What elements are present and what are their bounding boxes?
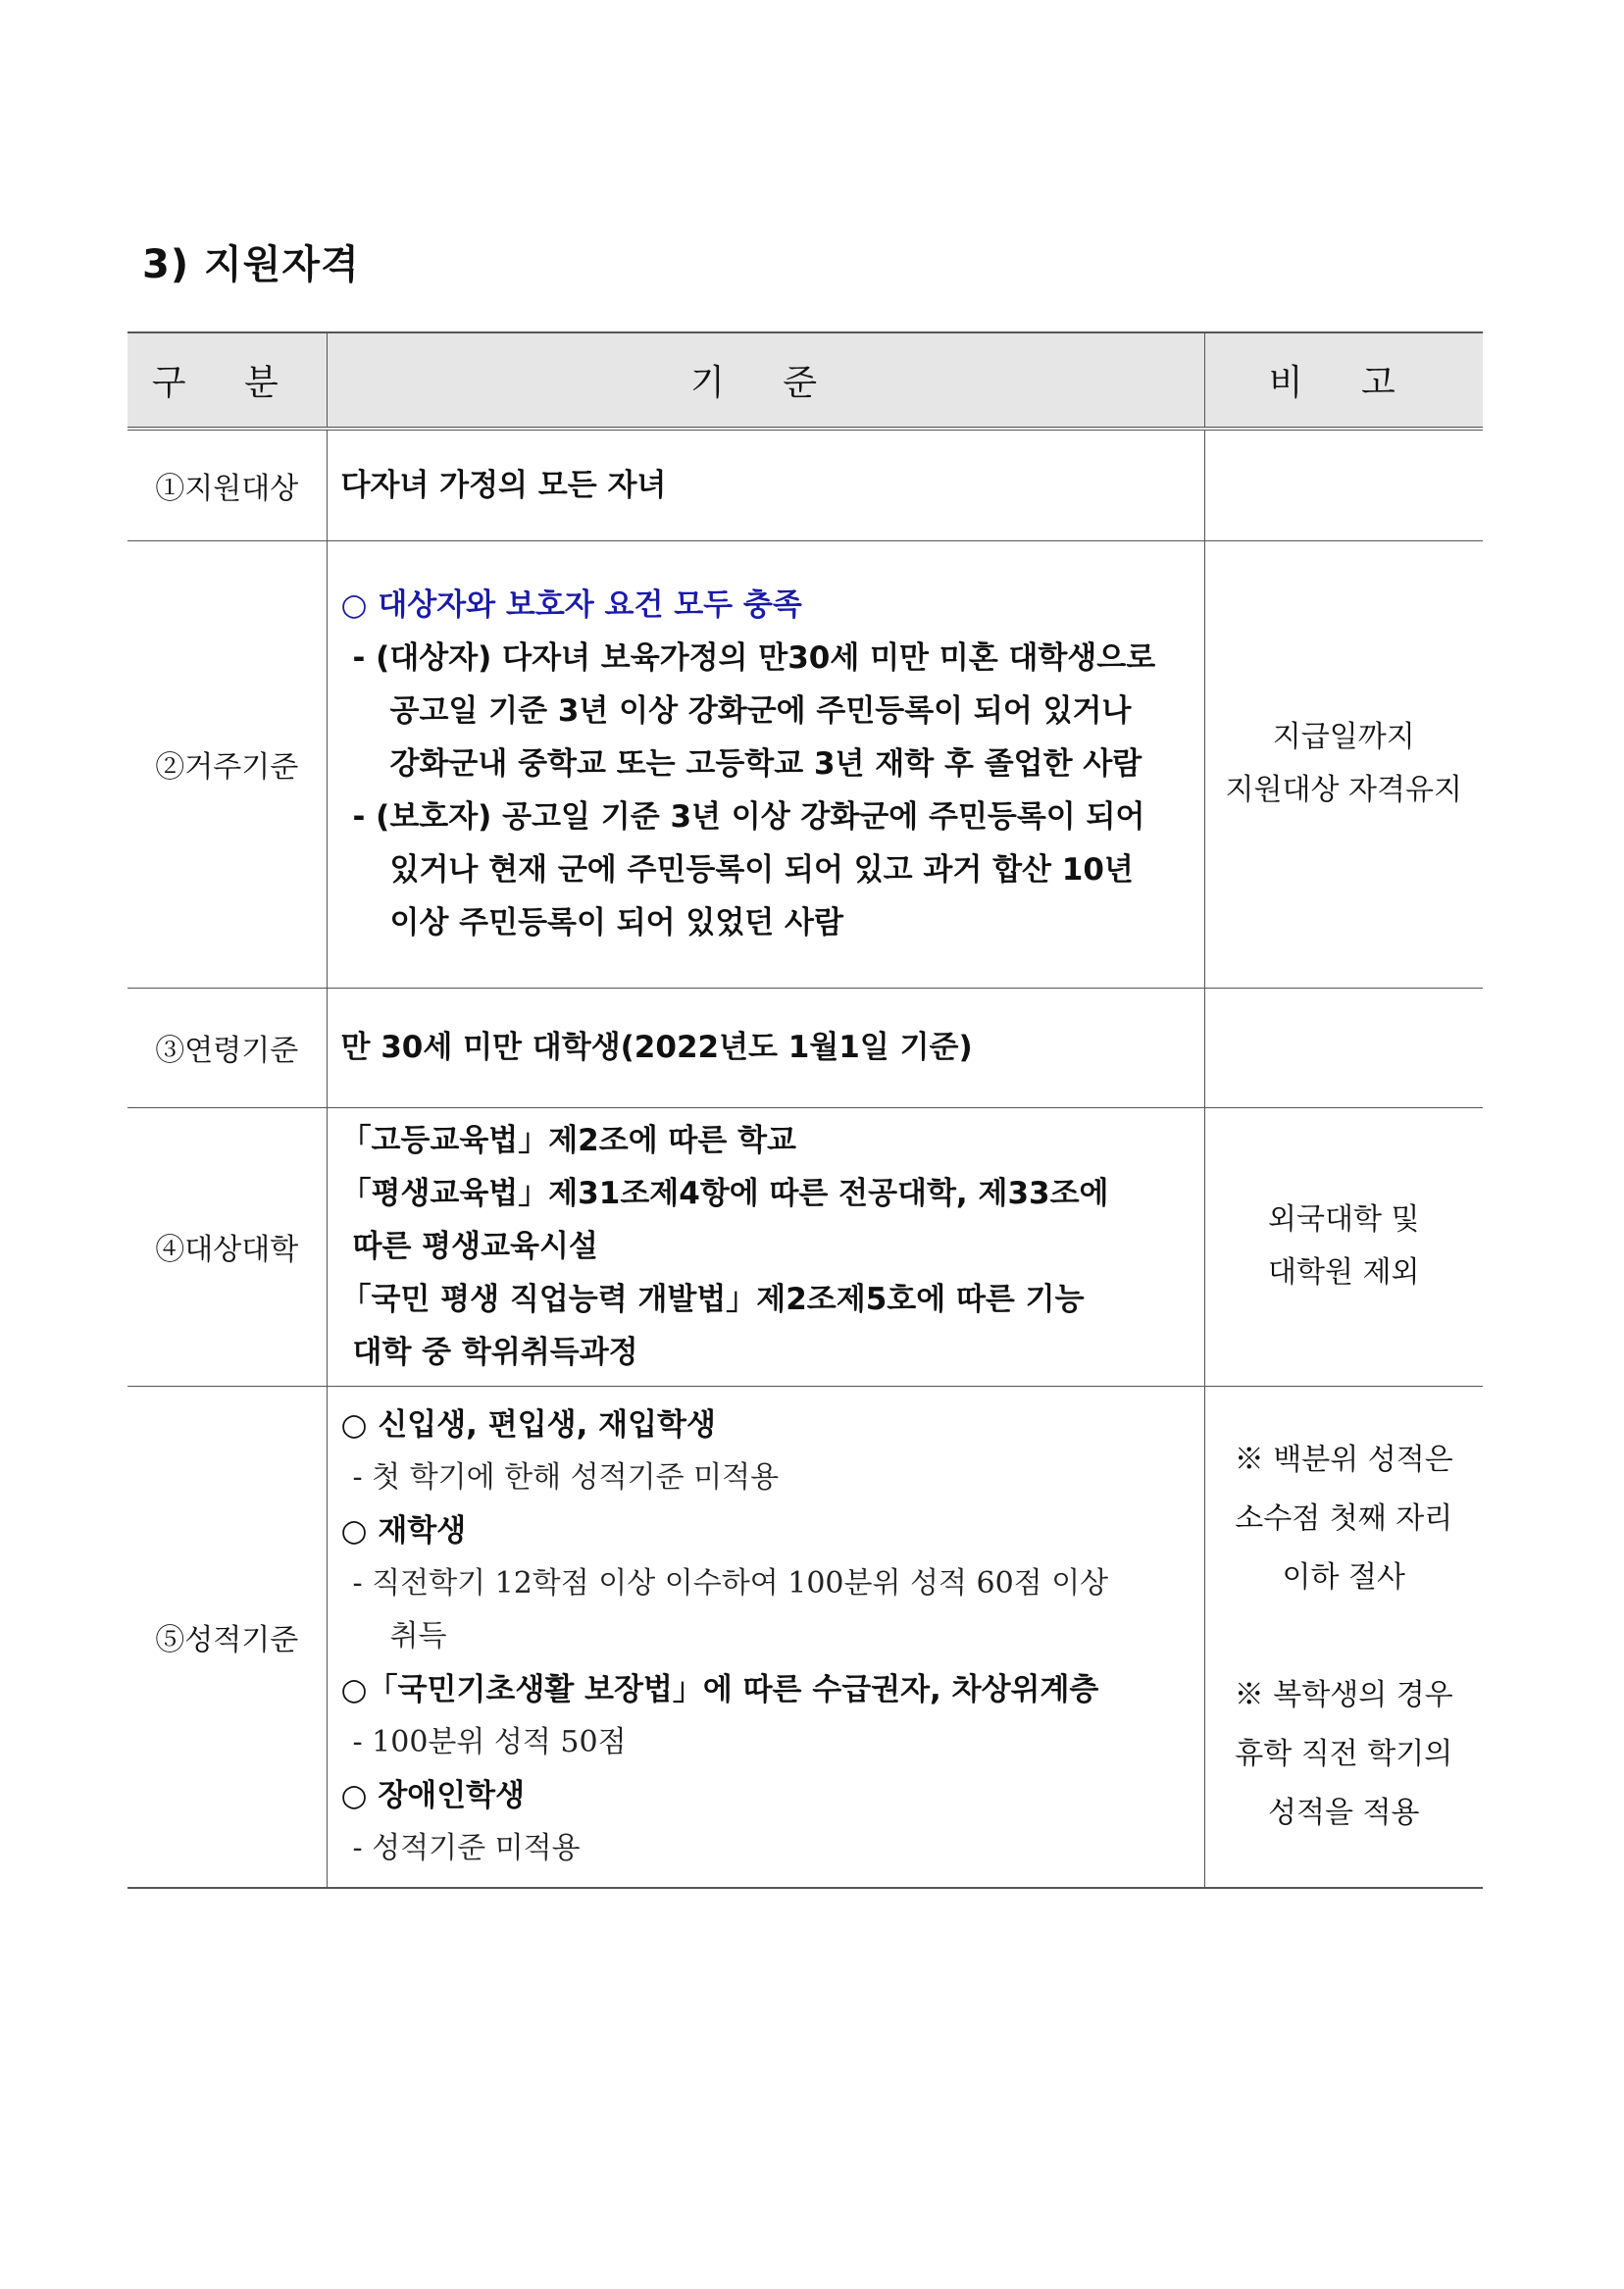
table-header-row — [127, 332, 1483, 429]
criteria-line: 대학 중 학위취득과정 — [352, 1335, 638, 1370]
criteria-heading: ○「국민기초생활 보장법」에 따른 수급권자, 차상위계층 — [340, 1671, 1099, 1707]
row-criteria — [327, 988, 1204, 1107]
header-criteria: 기 준 — [327, 332, 1204, 429]
row-criteria — [327, 1386, 1204, 1888]
table-row-target — [127, 429, 1483, 540]
remark-line: 성적을 적용 — [1268, 1795, 1420, 1830]
section-title: 3) 지원자격 — [142, 242, 360, 287]
criteria-line: 이상 주민등록이 되어 있었던 사람 — [389, 905, 843, 941]
remark-line: 이하 절사 — [1282, 1559, 1405, 1595]
header-category: 구 분 — [127, 332, 327, 429]
row-category: ③연령기준 — [127, 988, 327, 1107]
remark-line: 지급일까지 — [1272, 720, 1415, 754]
remark-line: 지원대상 자격유지 — [1225, 773, 1462, 807]
table-row-grades — [127, 1386, 1483, 1888]
remark-line: ※ 백분위 성적은 — [1234, 1442, 1453, 1477]
row-criteria — [327, 429, 1204, 540]
criteria-line: 「평생교육법」제31조제4항에 따른 전공대학, 제33조에 — [340, 1176, 1109, 1211]
row-remark — [1204, 429, 1483, 540]
criteria-heading: ○ 장애인학생 — [340, 1777, 526, 1813]
row-remark — [1204, 1386, 1483, 1888]
row-category: ①지원대상 — [127, 429, 327, 540]
criteria-line: 「고등교육법」제2조에 따른 학교 — [340, 1123, 797, 1158]
criteria-line: 「국민 평생 직업능력 개발법」제2조제5호에 따른 기능 — [340, 1282, 1085, 1317]
criteria-line: - (대상자) 다자녀 보육가정의 만30세 미만 미혼 대학생으로 — [352, 640, 1156, 676]
criteria-line: - (보호자) 공고일 기준 3년 이상 강화군에 주민등록이 되어 — [352, 799, 1145, 835]
row-criteria — [327, 1107, 1204, 1386]
criteria-heading: ○ 신입생, 편입생, 재입학생 — [340, 1406, 716, 1443]
criteria-line: 만 30세 미만 대학생(2022년도 1월1일 기준) — [340, 1030, 973, 1065]
row-remark — [1204, 1107, 1483, 1386]
criteria-line: - 직전학기 12학점 이상 이수하여 100분위 성적 60점 이상 — [352, 1565, 1109, 1601]
row-remark — [1204, 540, 1483, 988]
criteria-line: 강화군내 중학교 또는 고등학교 3년 재학 후 졸업한 사람 — [389, 746, 1142, 782]
row-criteria — [327, 540, 1204, 988]
criteria-line: 공고일 기준 3년 이상 강화군에 주민등록이 되어 있거나 — [389, 693, 1132, 729]
criteria-line: 다자녀 가정의 모든 자녀 — [340, 467, 667, 503]
row-remark — [1204, 988, 1483, 1107]
remark-line: 대학원 제외 — [1268, 1255, 1420, 1290]
table-row-residence — [127, 540, 1483, 988]
header-remark: 비 고 — [1204, 332, 1483, 429]
criteria-line: 취득 — [389, 1618, 447, 1653]
remark-line: ※ 복학생의 경우 — [1234, 1677, 1453, 1712]
table-row-age — [127, 988, 1483, 1107]
row-category: ②거주기준 — [127, 540, 327, 988]
criteria-line: 따른 평생교육시설 — [352, 1229, 598, 1264]
criteria-heading: ○ 대상자와 보호자 요건 모두 충족 — [340, 587, 802, 623]
criteria-line: - 100분위 성적 50점 — [352, 1724, 627, 1759]
table-row-university — [127, 1107, 1483, 1386]
criteria-line: - 첫 학기에 한해 성적기준 미적용 — [352, 1459, 780, 1495]
remark-line: 외국대학 및 — [1268, 1202, 1420, 1237]
criteria-heading: ○ 재학생 — [340, 1512, 467, 1549]
row-category: ⑤성적기준 — [127, 1386, 327, 1888]
row-category: ④대상대학 — [127, 1107, 327, 1386]
remark-line: 휴학 직전 학기의 — [1235, 1736, 1453, 1771]
eligibility-table — [127, 331, 1483, 1889]
criteria-line: 있거나 현재 군에 주민등록이 되어 있고 과거 합산 10년 — [389, 852, 1134, 888]
criteria-line: - 성적기준 미적용 — [352, 1830, 581, 1865]
remark-line: 소수점 첫째 자리 — [1235, 1501, 1453, 1536]
remark-spacer — [1205, 1607, 1484, 1666]
